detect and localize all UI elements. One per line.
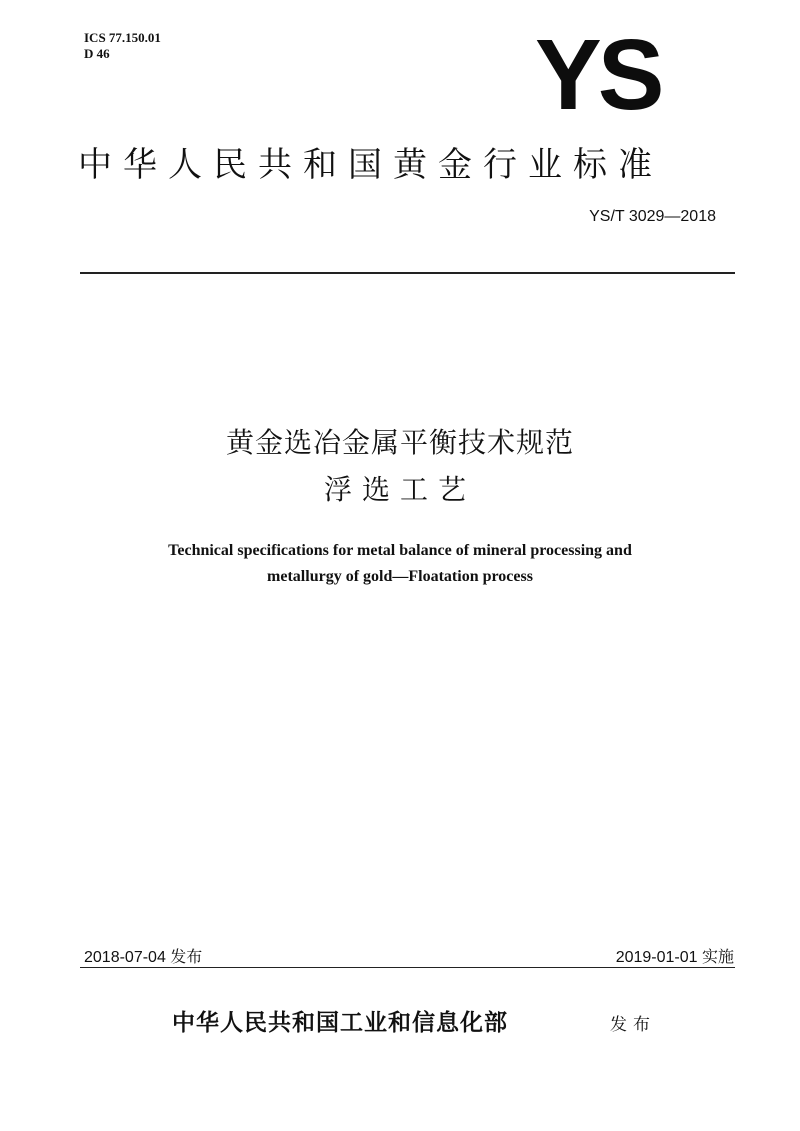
chinese-title-line-1: 黄金选冶金属平衡技术规范 bbox=[225, 426, 574, 459]
ys-logo: YS bbox=[535, 19, 661, 131]
standard-category-title: 中华人民共和国黄金行业标准 bbox=[78, 145, 663, 185]
english-title-line-1: Technical specifications for metal balance of mineral processing and bbox=[168, 542, 632, 559]
english-title bbox=[90, 538, 710, 590]
implementation-date: 2019-01-01 实施 bbox=[615, 949, 734, 966]
standard-code: YS/T 3029—2018 bbox=[589, 208, 716, 225]
english-title-line-2: metallurgy of gold—Floatation process bbox=[267, 568, 533, 585]
top-divider bbox=[80, 272, 735, 274]
chinese-title-line-2: 浮选工艺 bbox=[323, 473, 476, 506]
ics-block bbox=[84, 30, 161, 62]
publish-label: 发布 bbox=[610, 1015, 656, 1035]
bottom-divider bbox=[80, 967, 735, 968]
issue-date: 2018-07-04 发布 bbox=[84, 949, 203, 966]
classification-code: D 46 bbox=[84, 46, 110, 61]
publisher-name: 中华人民共和国工业和信息化部 bbox=[172, 1009, 508, 1036]
ics-code: ICS 77.150.01 bbox=[84, 30, 161, 45]
